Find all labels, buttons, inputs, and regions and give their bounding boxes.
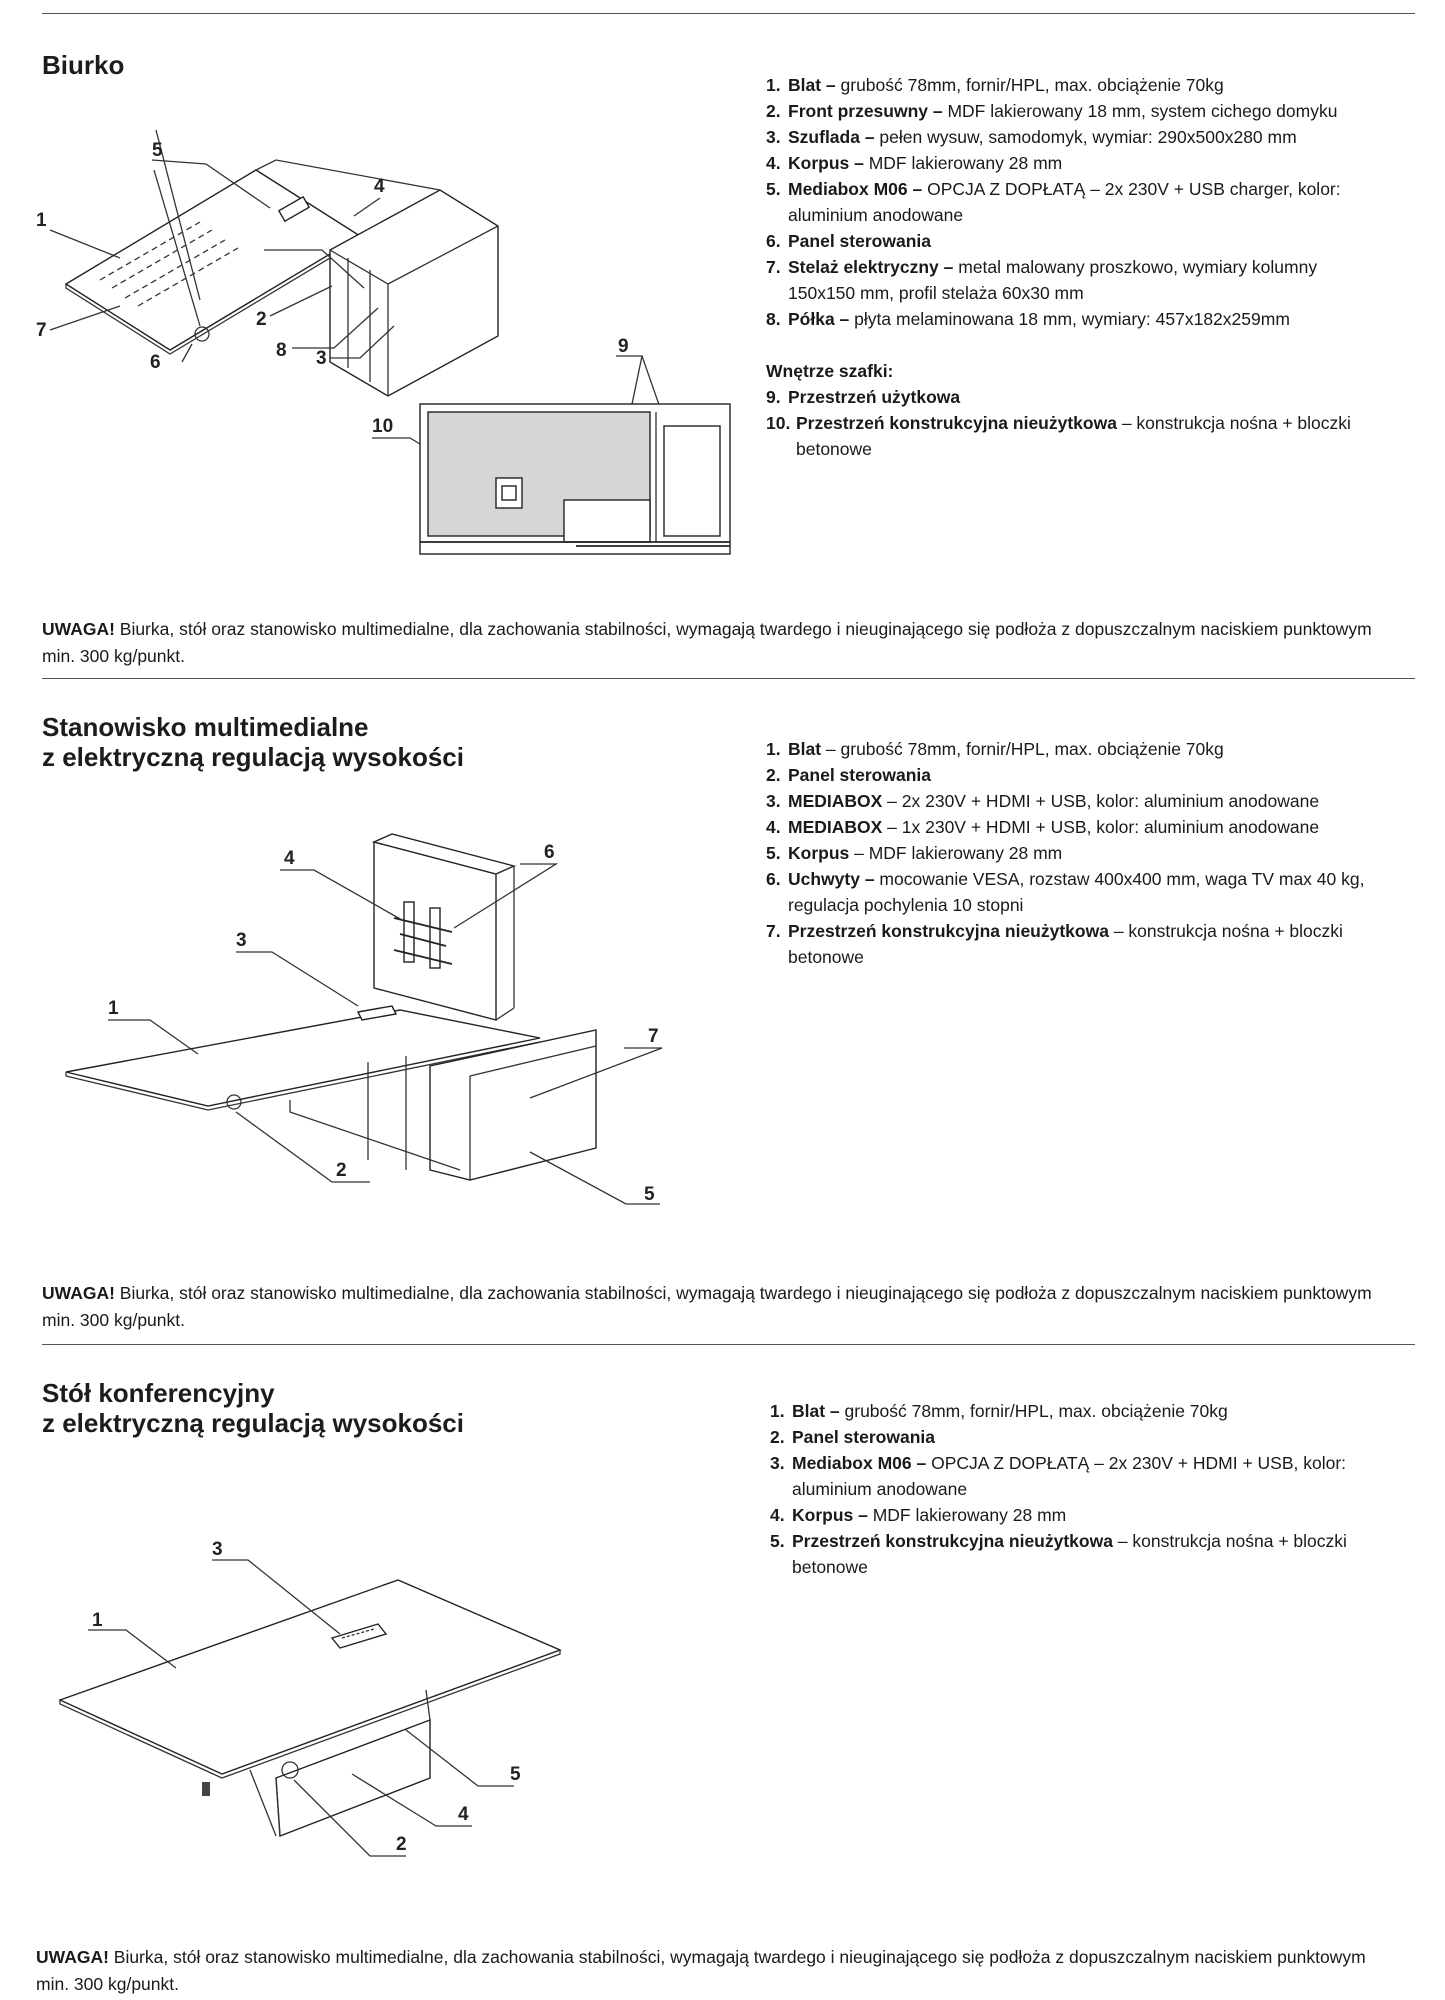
multimedia-drawing [40, 830, 740, 1210]
desk-callout-2: 2 [256, 309, 267, 330]
warning-note-conference: UWAGA! Biurka, stół oraz stanowisko multimedialne, dla zachowania stabilności, wymagają twardego i nieuginającego się podłoża z dopuszczalnym naciskiem punktowym min. 300 kg/punkt. [36, 1947, 1366, 1994]
section-divider [42, 678, 1415, 679]
multimedia-callout-2: 2 [336, 1160, 347, 1181]
desk-callout-4: 4 [374, 176, 385, 197]
conference-callout-2: 2 [396, 1834, 407, 1855]
desk-cabinet [330, 190, 498, 396]
conference-spec-item: 3. Mediabox M06 – OPCJA Z DOPŁATĄ – 2x 230V + HDMI + USB, kolor: aluminium anodowane [770, 1453, 1347, 1499]
warning-note-desk: UWAGA! Biurka, stół oraz stanowisko multimedialne, dla zachowania stabilności, wymagają twardego i nieuginającego się podłoża z dopuszczalnym naciskiem punktowym min. 300 kg/punkt. [42, 619, 1372, 666]
multimedia-spec-list [766, 736, 1406, 970]
multimedia-spec-item: 5. Korpus – MDF lakierowany 28 mm [766, 843, 1063, 863]
desk-spec-item: 6. Panel sterowania [766, 231, 931, 251]
interior-title: Wnętrze szafki: [766, 361, 894, 381]
desk-callout-6: 6 [150, 352, 161, 373]
desk-spec-item: 5. Mediabox M06 – OPCJA Z DOPŁATĄ – 2x 230V + USB charger, kolor: aluminium anodowane [766, 179, 1341, 225]
desk-title: Biurko [42, 50, 125, 80]
desk-callout-7: 7 [36, 320, 47, 341]
desk-top [66, 170, 360, 350]
multimedia-callout-5: 5 [644, 1184, 655, 1205]
conference-callout-1: 1 [92, 1610, 103, 1631]
conference-title-line2: z elektryczną regulacją wysokości [42, 1408, 464, 1438]
section-divider [42, 1344, 1415, 1345]
desk-leader-1 [50, 230, 120, 258]
multimedia-spec-item: 3. MEDIABOX – 2x 230V + HDMI + USB, kolor: aluminium anodowane [766, 791, 1320, 811]
desk-callout-10: 10 [372, 416, 394, 437]
conference-spec-item: 4. Korpus – MDF lakierowany 28 mm [770, 1505, 1067, 1525]
multimedia-title-line2: z elektryczną regulacją wysokości [42, 742, 464, 772]
multimedia-spec-item: 2. Panel sterowania [766, 765, 931, 785]
warning-note-multimedia: UWAGA! Biurka, stół oraz stanowisko multimedialne, dla zachowania stabilności, wymagają twardego i nieuginającego się podłoża z dopuszczalnym naciskiem punktowym min. 300 kg/punkt. [42, 1283, 1372, 1330]
multimedia-heading [42, 712, 464, 772]
multimedia-callout-3: 3 [236, 930, 247, 951]
conference-callout-4: 4 [458, 1804, 469, 1825]
conference-heading [42, 1378, 464, 1438]
multimedia-spec-item: 1. Blat – grubość 78mm, fornir/HPL, max. obciążenie 70kg [766, 739, 1224, 759]
conference-spec-item: 1. Blat – grubość 78mm, fornir/HPL, max. obciążenie 70kg [770, 1401, 1228, 1421]
desk-spec-item: 4. Korpus – MDF lakierowany 28 mm [766, 153, 1063, 173]
desk-callout-1: 1 [36, 210, 47, 231]
multimedia-spec-item: 7. Przestrzeń konstrukcyjna nieużytkowa – konstrukcja nośna + bloczki betonowe [766, 921, 1343, 967]
conference-callout-3: 3 [212, 1539, 223, 1560]
desk-heading [42, 50, 124, 80]
multimedia-spec-item: 6. Uchwyty – mocowanie VESA, rozstaw 400x400 mm, waga TV max 40 kg, regulacja pochylenia 10 stopni [766, 869, 1365, 915]
desk-spec-item: 2. Front przesuwny – MDF lakierowany 18 mm, system cichego domyku [766, 101, 1338, 121]
conference-title-line1: Stół konferencyjny [42, 1378, 275, 1408]
desk-callout-8: 8 [276, 340, 287, 361]
desk-spec-item: 7. Stelaż elektryczny – metal malowany proszkowo, wymiary kolumny 150x150 mm, profil stelaża 60x30 mm [766, 257, 1318, 303]
conference-drawing [40, 1530, 660, 1870]
conference-callout-5: 5 [510, 1764, 521, 1785]
multimedia-callout-7: 7 [648, 1026, 659, 1047]
desk-spec-item: 8. Półka – płyta melaminowana 18 mm, wymiary: 457x182x259mm [766, 309, 1290, 329]
spacer [766, 332, 1386, 358]
top-divider [42, 13, 1415, 14]
desk-callout-3: 3 [316, 348, 327, 369]
conference-spec-list [770, 1398, 1410, 1580]
multimedia-callout-1: 1 [108, 998, 119, 1019]
conference-spec-item: 2. Panel sterowania [770, 1427, 935, 1447]
multimedia-title-line1: Stanowisko multimedialne [42, 712, 369, 742]
desk-spec-item: 3. Szuflada – pełen wysuw, samodomyk, wymiar: 290x500x280 mm [766, 127, 1297, 147]
desk-interior-item: 9. Przestrzeń użytkowa [766, 387, 961, 407]
desk-spec-item: 1. Blat – grubość 78mm, fornir/HPL, max. obciążenie 70kg [766, 75, 1224, 95]
desk-interior-item: 10. Przestrzeń konstrukcyjna nieużytkowa – konstrukcja nośna + bloczki betonowe [766, 413, 1351, 459]
desk-spec-list [766, 72, 1386, 462]
multimedia-spec-item: 4. MEDIABOX – 1x 230V + HDMI + USB, kolor: aluminium anodowane [766, 817, 1320, 837]
desk-drawing [30, 130, 750, 560]
multimedia-callout-4: 4 [284, 848, 295, 869]
multimedia-callout-6: 6 [544, 842, 555, 863]
conference-spec-item: 5. Przestrzeń konstrukcyjna nieużytkowa – konstrukcja nośna + bloczki betonowe [770, 1531, 1347, 1577]
desk-callout-9: 9 [618, 336, 629, 357]
desk-callout-5: 5 [152, 140, 163, 161]
